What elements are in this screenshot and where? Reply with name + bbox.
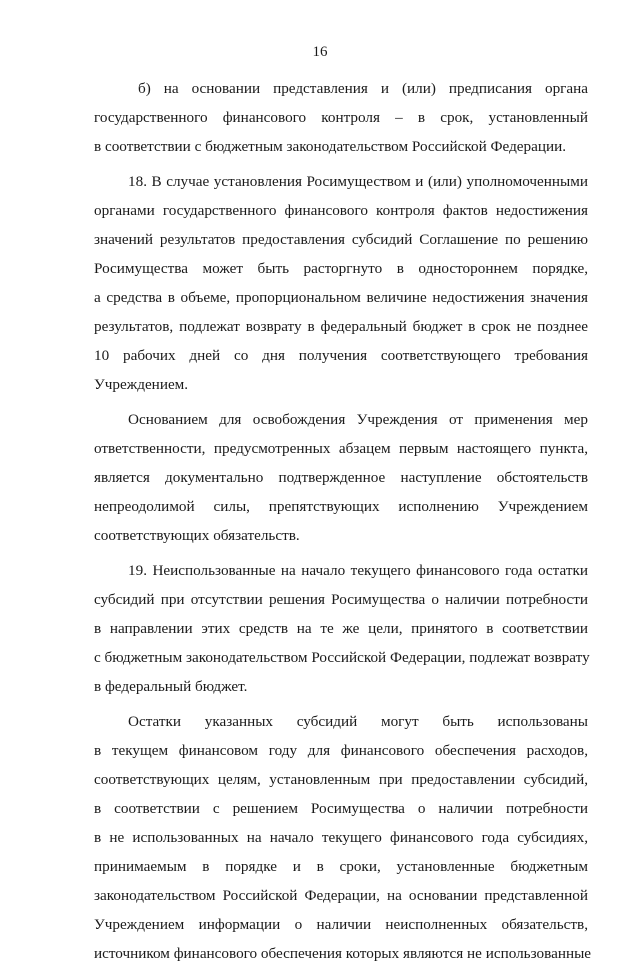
text-line: органами государственного финансового контроля фактов недостижения <box>94 202 588 219</box>
text-line: Остатки указанных субсидий могут быть использованы <box>128 713 588 730</box>
text-line: 19. Неиспользованные на начало текущего финансового года остатки <box>128 562 588 579</box>
text-line: а средства в объеме, пропорциональном величине недостижения значения <box>94 289 588 306</box>
text-line: результатов, подлежат возврату в федеральный бюджет в срок не позднее <box>94 318 588 335</box>
paragraph <box>94 405 588 550</box>
paragraph <box>94 707 592 968</box>
text-line: Учреждением информации о наличии неисполненных обязательств, <box>94 916 588 933</box>
text-line: в направлении этих средств на те же цели, принятого в соответствии <box>94 620 588 637</box>
page-number: 16 <box>312 44 328 60</box>
text-line: соответствующих целям, установленным при предоставлении субсидий, <box>94 771 588 788</box>
text-line: принимаемым в порядке и в сроки, установленные бюджетным <box>94 858 588 875</box>
text-line: б) на основании представления и (или) предписания органа <box>138 80 588 97</box>
text-line: в соответствии с бюджетным законодательством Российской Федерации. <box>94 138 567 155</box>
text-line: в текущем финансовом году для финансового обеспечения расходов, <box>94 742 588 759</box>
document-body <box>94 74 592 968</box>
text-line: в соответствии с решением Росимущества о наличии потребности <box>94 800 588 817</box>
paragraph <box>94 167 588 399</box>
text-line: законодательством Российской Федерации, на основании представленной <box>94 887 588 904</box>
paragraph <box>94 74 588 161</box>
text-line: соответствующих обязательств. <box>94 527 300 544</box>
text-line: Учреждением. <box>94 376 189 393</box>
text-line: источником финансового обеспечения которых являются не использованные <box>94 945 592 962</box>
text-line: является документально подтвержденное наступление обстоятельств <box>94 469 588 486</box>
text-line: Основанием для освобождения Учреждения от применения мер <box>128 411 588 428</box>
text-line: в федеральный бюджет. <box>94 678 248 695</box>
text-line: с бюджетным законодательством Российской Федерации, подлежат возврату <box>94 649 590 666</box>
text-line: государственного финансового контроля – в срок, установленный <box>94 109 588 126</box>
text-line: 18. В случае установления Росимуществом и (или) уполномоченными <box>128 173 588 190</box>
text-line: субсидий при отсутствии решения Росимущества о наличии потребности <box>94 591 588 608</box>
text-line: значений результатов предоставления субсидий Соглашение по решению <box>94 231 588 248</box>
paragraph <box>94 556 588 701</box>
text-line: 10 рабочих дней со дня получения соответствующего требования <box>94 347 588 364</box>
text-line: Росимущества может быть расторгнуто в одностороннем порядке, <box>94 260 588 277</box>
text-line: в не использованных на начало текущего финансового года субсидиях, <box>94 829 588 846</box>
text-line: ответственности, предусмотренных абзацем первым настоящего пункта, <box>94 440 588 457</box>
text-line: непреодолимой силы, препятствующих исполнению Учреждением <box>94 498 588 515</box>
